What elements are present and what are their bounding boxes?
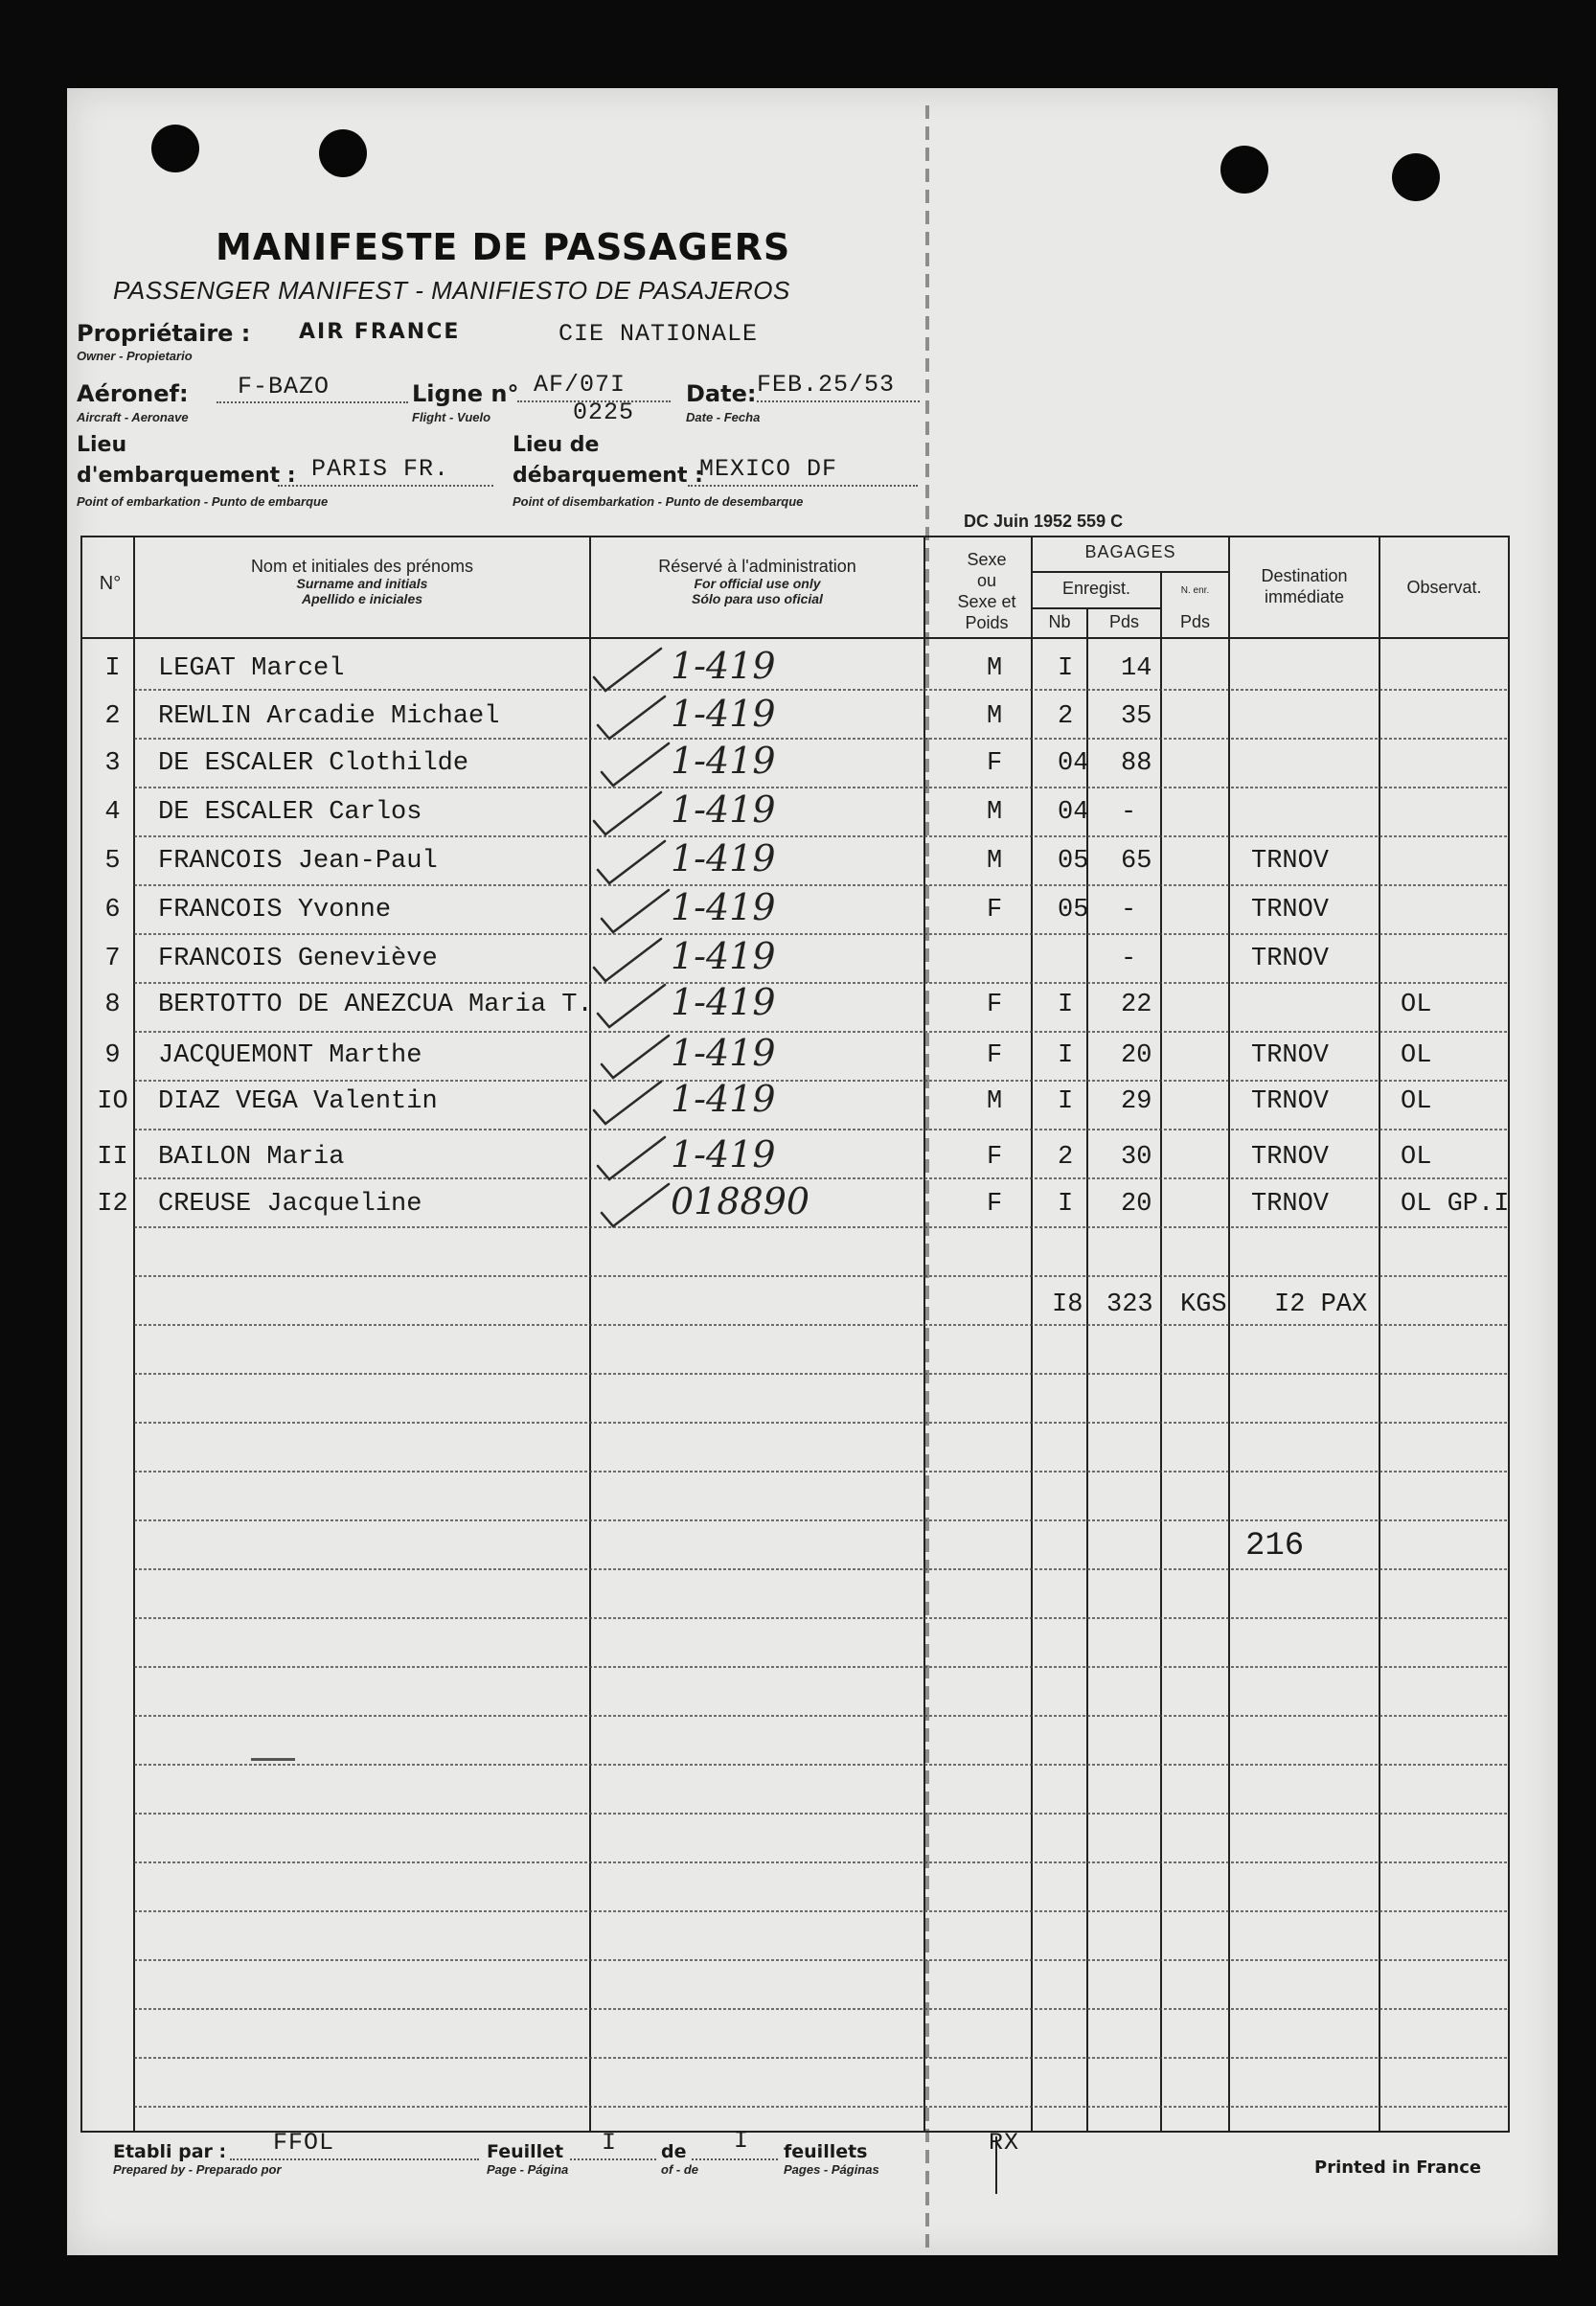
check-mark [598,841,665,883]
prepared-value: FFOL [273,2129,335,2157]
row-nb: 04 [1058,798,1089,827]
owner-value: AIR FRANCE [299,320,461,344]
row-sex: M [987,1087,1003,1116]
row-pds: - [1121,945,1137,973]
row-admin: 1-419 [671,837,776,879]
col-sex-4: Poids [965,613,1009,632]
row-no: 6 [104,896,121,925]
owner-label: Propriétaire : [77,320,251,347]
prepared-label: Etabli par : [113,2141,227,2162]
disembark-sublabel: Point of disembarkation - Punto de desembarque [513,494,804,509]
total-extra: 216 [1245,1528,1305,1564]
col-baggage: BAGAGES [1084,542,1176,561]
check-mark [598,985,665,1027]
row-nb: 05 [1058,896,1089,925]
row-admin: 1-419 [671,981,776,1023]
row-pds: - [1121,798,1137,827]
check-mark [602,1184,669,1226]
row-dest: TRNOV [1251,896,1330,925]
row-obs: OL [1401,1041,1432,1070]
col-observ: Observat. [1406,578,1482,597]
row-nb: 04 [1058,749,1089,778]
row-pds: 22 [1121,991,1152,1019]
row-obs: OL [1401,1143,1432,1172]
row-name: REWLIN Arcadie Michael [158,702,500,731]
row-pds: 14 [1121,654,1152,683]
row-name: FRANCOIS Yvonne [158,896,392,925]
check-mark [602,743,669,786]
row-no: IO [97,1087,128,1116]
row-sex: M [987,847,1003,876]
row-dest: TRNOV [1251,847,1330,876]
row-pds: 20 [1121,1190,1152,1219]
row-admin: 018890 [671,1180,810,1222]
row-sex: F [987,1143,1003,1172]
row-name: FRANCOIS Geneviève [158,945,438,973]
row-obs: OL [1401,1087,1432,1116]
row-no: I2 [97,1190,128,1219]
check-mark [594,649,661,691]
date-value: FEB.25/53 [757,371,896,399]
row-sex: F [987,749,1003,778]
row-no: II [97,1143,128,1172]
printed-in: Printed in France [1314,2158,1482,2178]
page-subtitle: PASSENGER MANIFEST - MANIFIESTO DE PASAJEROS [113,276,790,305]
check-mark [602,1036,669,1078]
sheet-label: Feuillet [487,2141,564,2162]
sheet-value: I [602,2129,618,2157]
row-nb: I [1058,654,1074,683]
row-no: 2 [104,702,121,731]
row-pds: 29 [1121,1087,1152,1116]
row-pds: - [1121,896,1137,925]
row-admin: 1-419 [671,1032,776,1074]
row-nb: 2 [1058,702,1074,731]
row-name: JACQUEMONT Marthe [158,1041,422,1070]
row-nb: I [1058,991,1074,1019]
check-mark [598,696,665,739]
col-sex-2: ou [976,571,997,590]
check-mark [602,890,669,932]
row-dest: TRNOV [1251,1190,1330,1219]
row-sex: F [987,1041,1003,1070]
row-name: DE ESCALER Clothilde [158,749,469,778]
row-pds: 65 [1121,847,1152,876]
check-mark [594,792,661,834]
col-destination-1: Destination [1261,566,1348,585]
col-admin-en: For official use only [694,576,821,591]
row-admin: 1-419 [671,788,776,831]
row-no: 7 [104,945,121,973]
form-code: DC Juin 1952 559 C [964,512,1124,531]
col-destination-2: immédiate [1264,587,1345,606]
row-nb: 05 [1058,847,1089,876]
row-pds: 30 [1121,1143,1152,1172]
col-unreg: N. enr. [1180,585,1210,596]
col-admin: Réservé à l'administration [658,557,856,576]
sheet-sublabel: Page - Página [487,2162,569,2177]
row-dest: TRNOV [1251,945,1330,973]
check-mark [598,1137,665,1179]
check-mark [594,939,661,981]
of-value: I [734,2127,750,2155]
footer-code: RX [989,2129,1020,2157]
embark-label-1: Lieu [77,433,127,457]
row-admin: 1-419 [671,645,776,687]
row-name: BERTOTTO DE ANEZCUA Maria T. [158,991,593,1019]
row-no: 3 [104,749,121,778]
owner-sublabel: Owner - Propietario [77,349,193,363]
col-no: N° [99,573,122,594]
row-admin: 1-419 [671,935,776,977]
embark-label-2: d'embarquement : [77,464,296,488]
row-admin: 1-419 [671,693,776,735]
col-sex-3: Sexe et [957,592,1016,611]
aircraft-sublabel: Aircraft - Aeronave [77,410,189,424]
row-nb: 2 [1058,1143,1074,1172]
row-sex: M [987,654,1003,683]
row-no: 8 [104,991,121,1019]
row-sex: F [987,991,1003,1019]
date-sublabel: Date - Fecha [686,410,761,424]
disembark-label-2: débarquement : [513,464,703,488]
total-unit: KGS [1180,1290,1227,1319]
row-sex: M [987,702,1003,731]
pen-mark [251,1758,295,1761]
row-obs: OL GP.I [1401,1190,1510,1219]
aircraft-label: Aéronef: [77,380,189,407]
row-sex: F [987,1190,1003,1219]
flight-sublabel: Flight - Vuelo [412,410,491,424]
aircraft-value: F-BAZO [238,373,331,400]
of-label: de [661,2141,687,2162]
row-obs: OL [1401,991,1432,1019]
row-name: DIAZ VEGA Valentin [158,1087,438,1116]
row-sex: F [987,896,1003,925]
row-admin: 1-419 [671,1078,776,1120]
page-title: MANIFESTE DE PASSAGERS [216,226,791,268]
row-no: 9 [104,1041,121,1070]
row-nb: I [1058,1041,1074,1070]
row-pds: 35 [1121,702,1152,731]
row-name: LEGAT Marcel [158,654,345,683]
row-nb: I [1058,1190,1074,1219]
row-no: 4 [104,798,121,827]
row-dest: TRNOV [1251,1087,1330,1116]
row-name: CREUSE Jacqueline [158,1190,422,1219]
col-registered: Enregist. [1061,579,1131,598]
col-pds2: Pds [1179,612,1211,631]
row-admin: 1-419 [671,1133,776,1176]
embark-sublabel: Point of embarkation - Punto de embarque [77,494,329,509]
sheets-label: feuillets [784,2141,868,2162]
col-admin-es: Sólo para uso oficial [692,591,823,606]
row-nb: I [1058,1087,1074,1116]
owner-typed: CIE NATIONALE [559,320,759,348]
disembark-value: MEXICO DF [699,455,838,483]
total-nb: I8 [1052,1290,1083,1319]
row-no: 5 [104,847,121,876]
col-name-es: Apellido e iniciales [301,591,423,606]
check-mark [594,1082,661,1124]
row-admin: 1-419 [671,886,776,928]
col-name-en: Surname and initials [296,576,428,591]
col-name: Nom et initiales des prénoms [250,557,474,576]
date-label: Date: [686,380,757,407]
col-pds: Pds [1108,612,1140,631]
row-sex: M [987,798,1003,827]
row-admin: 1-419 [671,740,776,782]
col-nb: Nb [1048,612,1071,631]
row-name: DE ESCALER Carlos [158,798,422,827]
prepared-sublabel: Prepared by - Preparado por [113,2162,282,2177]
sheets-sublabel: Pages - Páginas [784,2162,879,2177]
row-pds: 88 [1121,749,1152,778]
row-pds: 20 [1121,1041,1152,1070]
of-sublabel: of - de [661,2162,698,2177]
row-name: BAILON Maria [158,1143,345,1172]
flight-value-2: 0225 [573,399,635,426]
flight-label: Ligne n° [412,380,519,407]
flight-value: AF/07I [534,371,627,399]
row-dest: TRNOV [1251,1041,1330,1070]
total-pds: 323 [1106,1290,1153,1319]
total-pax: I2 PAX [1274,1290,1368,1319]
embark-value: PARIS FR. [311,455,450,483]
disembark-label-1: Lieu de [513,433,600,457]
row-dest: TRNOV [1251,1143,1330,1172]
row-name: FRANCOIS Jean-Paul [158,847,438,876]
col-sex-1: Sexe [967,550,1007,569]
row-no: I [104,654,121,683]
